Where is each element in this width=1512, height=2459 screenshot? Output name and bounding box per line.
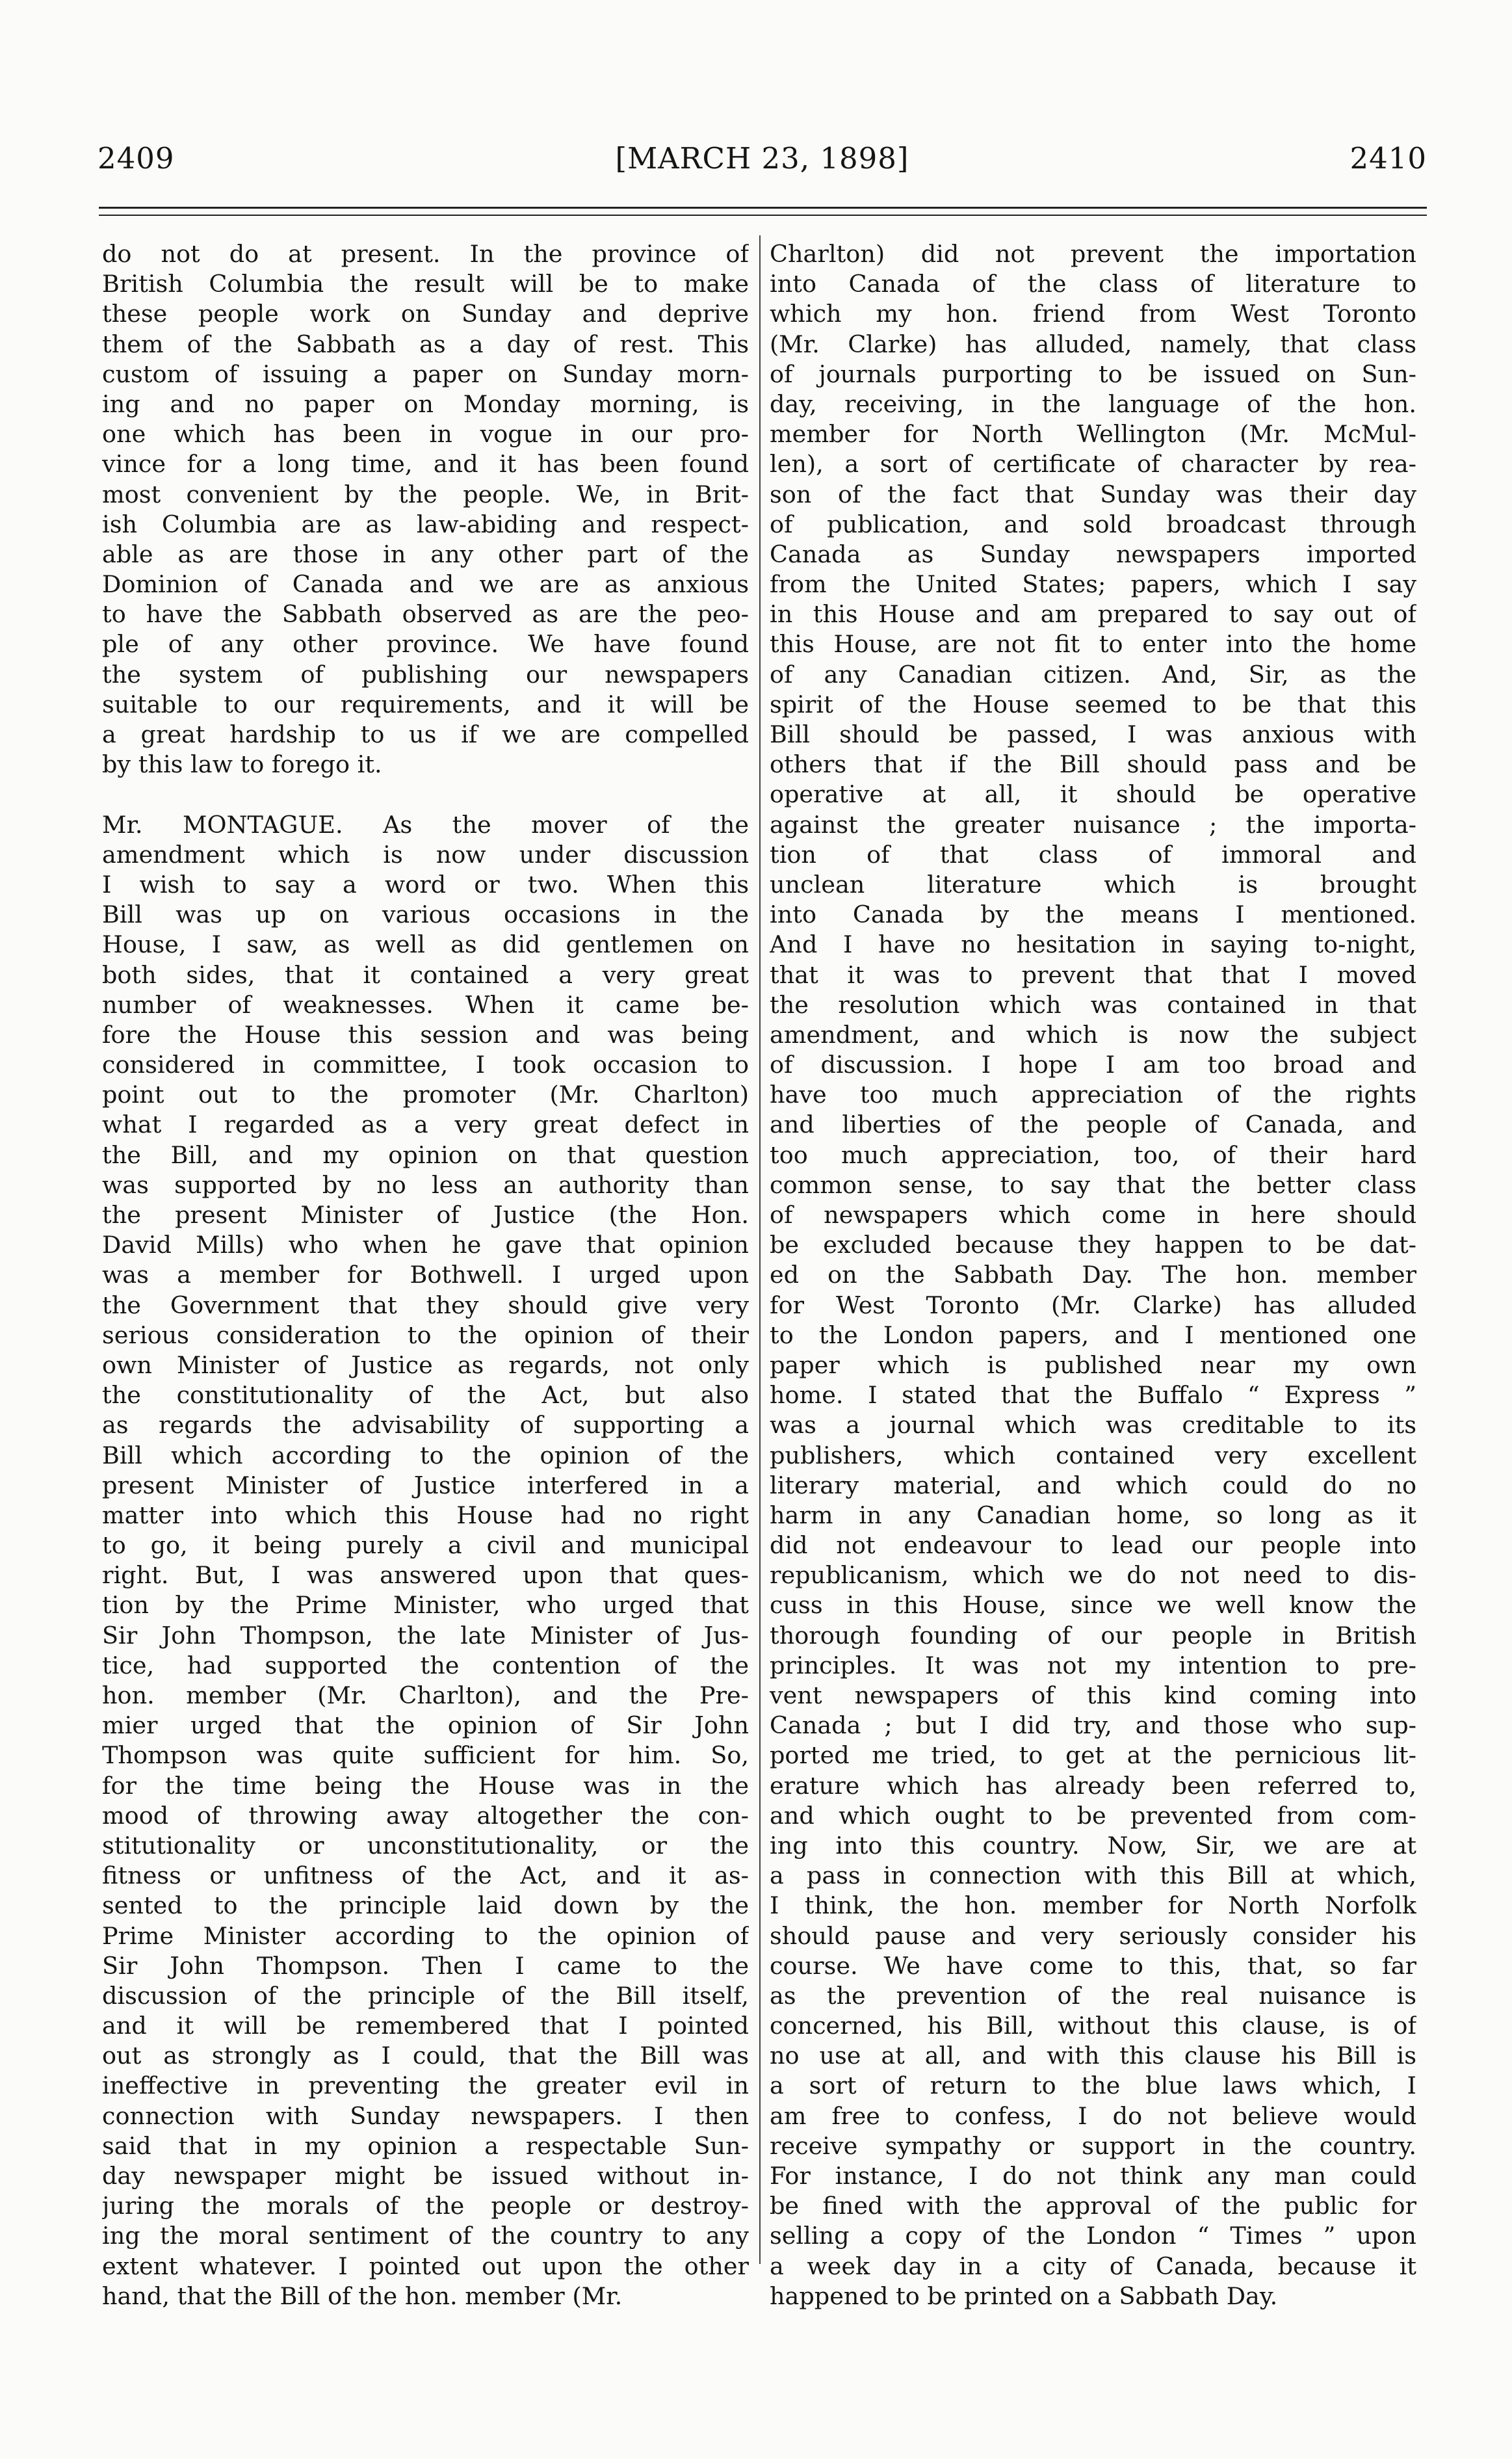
text-line: a sort of return to the blue laws which, I — [770, 2071, 1416, 2100]
text-line: amendment, and which is now the subject — [770, 1020, 1416, 1049]
text-line: serious consideration to the opinion of their — [102, 1321, 749, 1349]
page-number-left: 2409 — [98, 140, 175, 176]
text-line: Mr. MONTAGUE. As the mover of the — [102, 810, 749, 839]
text-line: by this law to forego it. — [102, 750, 382, 779]
text-line: a great hardship to us if we are compelled — [102, 720, 749, 748]
text-line: spirit of the House seemed to be that this — [770, 690, 1416, 718]
text-line: should pause and very seriously consider his — [770, 1921, 1416, 1950]
text-line: to the London papers, and I mentioned one — [770, 1321, 1416, 1349]
text-line: am free to confess, I do not believe would — [770, 2101, 1416, 2130]
text-line: in this House and am prepared to say out of — [770, 600, 1416, 629]
text-line: republicanism, which we do not need to dis- — [770, 1561, 1416, 1590]
text-line: considered in committee, I took occasion to — [102, 1051, 749, 1079]
text-line: Prime Minister according to the opinion of — [102, 1921, 749, 1950]
text-line: paper which is published near my own — [770, 1350, 1416, 1379]
text-line: day, receiving, in the language of the hon. — [770, 389, 1416, 418]
text-line: most convenient by the people. We, in Brit- — [102, 480, 749, 508]
text-line: juring the morals of the people or destroy- — [102, 2192, 749, 2220]
text-line: member for North Wellington (Mr. McMul- — [770, 420, 1416, 449]
text-line: happened to be printed on a Sabbath Day. — [770, 2281, 1278, 2310]
text-line: I think, the hon. member for North Norfolk — [770, 1891, 1416, 1920]
text-line: present Minister of Justice interfered in a — [102, 1471, 749, 1499]
text-line: sented to the principle laid down by the — [102, 1891, 749, 1920]
text-line: matter into which this House had no right — [102, 1501, 749, 1529]
text-line: Canada as Sunday newspapers imported — [770, 540, 1416, 568]
text-line: hon. member (Mr. Charlton), and the Pre- — [102, 1681, 749, 1709]
text-line: of journals purporting to be issued on Sun- — [770, 360, 1416, 388]
text-line: no use at all, and with this clause his Bill is — [770, 2042, 1416, 2070]
text-line: the system of publishing our newspapers — [102, 660, 749, 689]
text-line: one which has been in vogue in our pro- — [102, 420, 749, 449]
text-line: For instance, I do not think any man could — [770, 2162, 1416, 2190]
text-line: Canada ; but I did try, and those who sup- — [770, 1711, 1416, 1740]
text-line: publishers, which contained very excellent — [770, 1441, 1416, 1469]
text-line: for the time being the House was in the — [102, 1771, 749, 1800]
text-line: ing and no paper on Monday morning, is — [102, 389, 749, 418]
text-line: common sense, to say that the better class — [770, 1170, 1416, 1199]
text-line: right. But, I was answered upon that ques- — [102, 1561, 749, 1590]
page-date-title: [MARCH 23, 1898] — [615, 140, 909, 176]
text-line: do not do at present. In the province of — [102, 240, 749, 268]
text-line: suitable to our requirements, and it will be — [102, 690, 749, 718]
text-line: too much appreciation, too, of their hard — [770, 1140, 1416, 1169]
text-line: ported me tried, to get at the pernicious lit- — [770, 1741, 1416, 1770]
text-line: point out to the promoter (Mr. Charlton) — [102, 1081, 749, 1109]
text-line: of publication, and sold broadcast through — [770, 510, 1416, 538]
text-line: ing into this country. Now, Sir, we are at — [770, 1831, 1416, 1860]
text-line: hand, that the Bill of the hon. member (Mr. — [102, 2281, 623, 2310]
text-line: Bill should be passed, I was anxious with — [770, 720, 1416, 748]
text-line: of any Canadian citizen. And, Sir, as the — [770, 660, 1416, 689]
page-header — [98, 135, 1427, 181]
text-line: Dominion of Canada and we are as anxious — [102, 570, 749, 599]
text-line: erature which has already been referred to, — [770, 1771, 1416, 1800]
text-line: said that in my opinion a respectable Sun- — [102, 2131, 749, 2160]
text-line: ple of any other province. We have found — [102, 630, 749, 659]
text-line: for West Toronto (Mr. Clarke) has alluded — [770, 1291, 1416, 1319]
text-line: mood of throwing away altogether the con- — [102, 1801, 749, 1830]
text-line: be fined with the approval of the public for — [770, 2192, 1416, 2220]
right-column — [770, 239, 1416, 2311]
text-line: be excluded because they happen to be dat- — [770, 1231, 1416, 1259]
text-line: into Canada by the means I mentioned. — [770, 901, 1416, 929]
text-line: which my hon. friend from West Toronto — [770, 300, 1416, 328]
text-line: David Mills) who when he gave that opinion — [102, 1231, 749, 1259]
text-line: amendment which is now under discussion — [102, 840, 749, 869]
text-line: And I have no hesitation in saying to-night, — [770, 930, 1416, 959]
header-rule-top — [99, 207, 1427, 209]
text-line: that it was to prevent that that I moved — [770, 960, 1416, 989]
text-line: fore the House this session and was being — [102, 1020, 749, 1049]
text-line: and it will be remembered that I pointed — [102, 2012, 749, 2040]
text-line: thorough founding of our people in British — [770, 1621, 1416, 1650]
text-line: course. We have come to this, that, so far — [770, 1951, 1416, 1980]
text-line: able as are those in any other part of the — [102, 540, 749, 568]
text-line: vent newspapers of this kind coming into — [770, 1681, 1416, 1709]
text-line: number of weaknesses. When it came be- — [102, 990, 749, 1019]
text-line: tice, had supported the contention of the — [102, 1651, 749, 1679]
text-line: ing the moral sentiment of the country to any — [102, 2222, 749, 2250]
text-line: as the prevention of the real nuisance is — [770, 1981, 1416, 2010]
text-line: into Canada of the class of literature to — [770, 270, 1416, 298]
text-line: was a member for Bothwell. I urged upon — [102, 1261, 749, 1289]
text-line: as regards the advisability of supporting a — [102, 1411, 749, 1440]
text-line: others that if the Bill should pass and be — [770, 750, 1416, 779]
text-line: son of the fact that Sunday was their day — [770, 480, 1416, 508]
text-line: House, I saw, as well as did gentlemen on — [102, 930, 749, 959]
text-line: of discussion. I hope I am too broad and — [770, 1051, 1416, 1079]
text-line: was supported by no less an authority than — [102, 1170, 749, 1199]
text-line: extent whatever. I pointed out upon the other — [102, 2252, 749, 2280]
text-line: literary material, and which could do no — [770, 1471, 1416, 1499]
text-line: Bill was up on various occasions in the — [102, 901, 749, 929]
left-column — [102, 239, 749, 2311]
text-line: to go, it being purely a civil and municipal — [102, 1531, 749, 1560]
text-line: tion of that class of immoral and — [770, 840, 1416, 869]
text-line: concerned, his Bill, without this clause, is of — [770, 2012, 1416, 2040]
text-line: cuss in this House, since we well know the — [770, 1591, 1416, 1620]
text-line: Thompson was quite sufficient for him. So, — [102, 1741, 749, 1770]
text-line: Charlton) did not prevent the importation — [770, 240, 1416, 268]
text-line: mier urged that the opinion of Sir John — [102, 1711, 749, 1740]
text-line: home. I stated that the Buffalo “ Express ” — [770, 1381, 1416, 1410]
text-line: of newspapers which come in here should — [770, 1201, 1416, 1229]
text-line: Sir John Thompson, the late Minister of Jus- — [102, 1621, 749, 1650]
text-line: this House, are not fit to enter into the home — [770, 630, 1416, 659]
text-line: harm in any Canadian home, so long as it — [770, 1501, 1416, 1529]
text-line: I wish to say a word or two. When this — [102, 870, 749, 899]
text-line: from the United States; papers, which I say — [770, 570, 1416, 599]
column-divider — [759, 235, 761, 2264]
text-line: (Mr. Clarke) has alluded, namely, that class — [770, 330, 1416, 358]
text-line: unclean literature which is brought — [770, 870, 1416, 899]
text-line: did not endeavour to lead our people into — [770, 1531, 1416, 1560]
text-line: tion by the Prime Minister, who urged that — [102, 1591, 749, 1620]
text-line: connection with Sunday newspapers. I then — [102, 2101, 749, 2130]
text-line: len), a sort of certificate of character by rea- — [770, 450, 1416, 479]
text-line: a pass in connection with this Bill at which, — [770, 1861, 1416, 1890]
text-line: out as strongly as I could, that the Bill was — [102, 2042, 749, 2070]
text-line: both sides, that it contained a very great — [102, 960, 749, 989]
text-line: custom of issuing a paper on Sunday morn- — [102, 360, 749, 388]
text-line: to have the Sabbath observed as are the peo- — [102, 600, 749, 629]
header-rule-bottom — [99, 215, 1427, 216]
text-line: was a journal which was creditable to its — [770, 1411, 1416, 1440]
text-line — [102, 780, 749, 809]
text-line: day newspaper might be issued without in- — [102, 2162, 749, 2190]
text-line: British Columbia the result will be to make — [102, 270, 749, 298]
text-line: a week day in a city of Canada, because it — [770, 2252, 1416, 2280]
text-line: the resolution which was contained in that — [770, 990, 1416, 1019]
text-line: ish Columbia are as law-abiding and respect- — [102, 510, 749, 538]
text-line: the constitutionality of the Act, but also — [102, 1381, 749, 1410]
text-line: own Minister of Justice as regards, not only — [102, 1350, 749, 1379]
text-line: vince for a long time, and it has been found — [102, 450, 749, 479]
text-line: discussion of the principle of the Bill itself, — [102, 1981, 749, 2010]
text-line: stitutionality or unconstitutionality, or the — [102, 1831, 749, 1860]
text-line: selling a copy of the London “ Times ” upon — [770, 2222, 1416, 2250]
text-line: receive sympathy or support in the country. — [770, 2131, 1416, 2160]
text-line: have too much appreciation of the rights — [770, 1081, 1416, 1109]
page-number-right: 2410 — [1349, 140, 1427, 176]
text-line: Sir John Thompson. Then I came to the — [102, 1951, 749, 1980]
text-line: principles. It was not my intention to pre- — [770, 1651, 1416, 1679]
text-line: against the greater nuisance ; the importa- — [770, 810, 1416, 839]
text-line: Bill which according to the opinion of the — [102, 1441, 749, 1469]
text-line: ed on the Sabbath Day. The hon. member — [770, 1261, 1416, 1289]
text-line: fitness or unfitness of the Act, and it as- — [102, 1861, 749, 1890]
text-line: the present Minister of Justice (the Hon. — [102, 1201, 749, 1229]
text-line: the Bill, and my opinion on that question — [102, 1140, 749, 1169]
text-line: operative at all, it should be operative — [770, 780, 1416, 809]
text-line: and which ought to be prevented from com- — [770, 1801, 1416, 1830]
text-line: them of the Sabbath as a day of rest. This — [102, 330, 749, 358]
text-line: these people work on Sunday and deprive — [102, 300, 749, 328]
text-line: ineffective in preventing the greater evil in — [102, 2071, 749, 2100]
text-line: and liberties of the people of Canada, and — [770, 1111, 1416, 1139]
text-line: the Government that they should give very — [102, 1291, 749, 1319]
text-line: what I regarded as a very great defect in — [102, 1111, 749, 1139]
